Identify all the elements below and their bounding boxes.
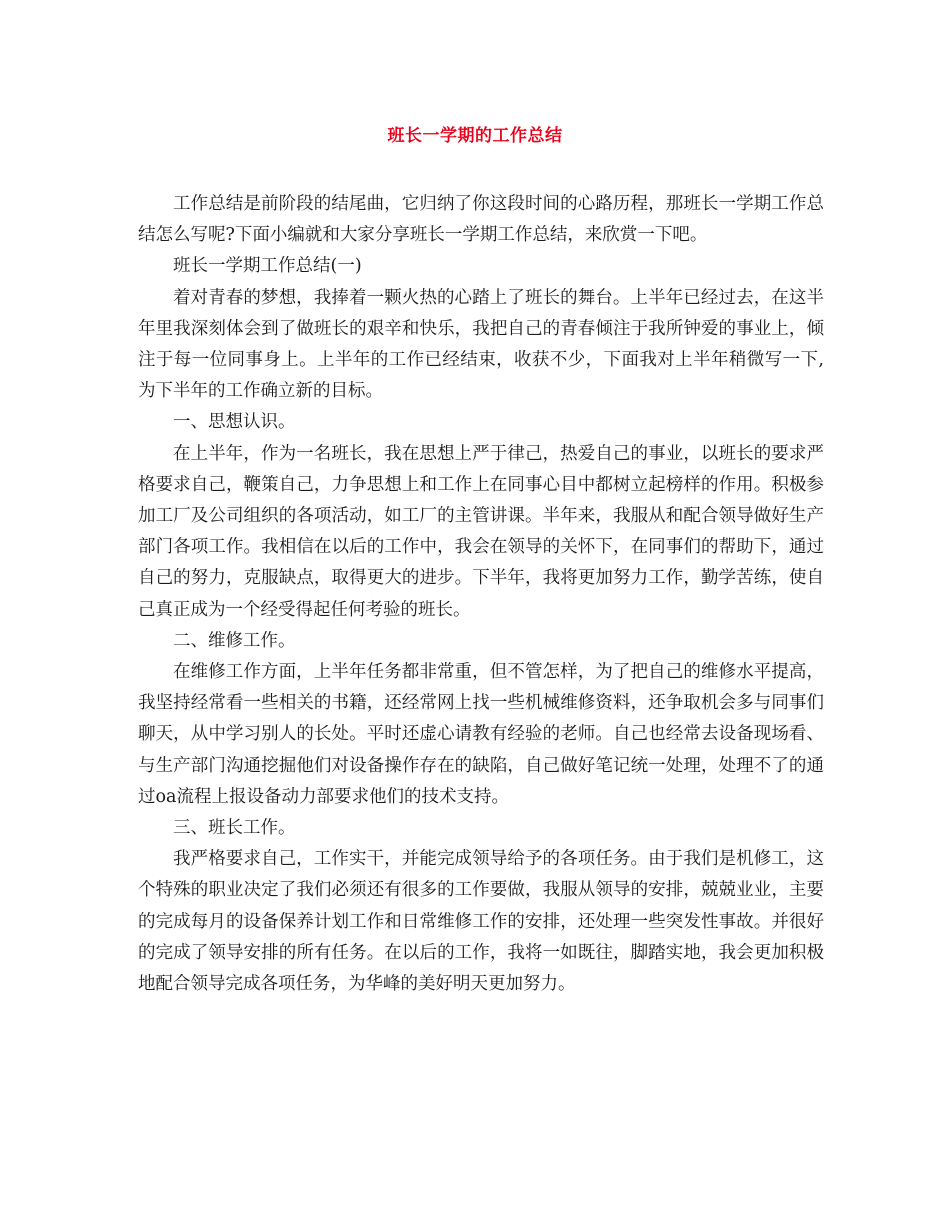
- section-heading-maintenance: 二、维修工作。: [173, 630, 296, 651]
- paragraph-maintenance: 在维修工作方面，上半年任务都非常重，但不管怎样，为了把自己的维修水平提高，我坚持经常看一些相关的书籍，还经常网上找一些机械维修资料，还争取机会多与同事们聊天，从中学习别人的长处。平时还虚心请教有经验的老师。自己也经常去设备现场看、与生产部门沟通挖掘他们对设备操作存在的缺陷，自己做好笔记统一处理，处理不了的通过oa流程上报设备动力部要求他们的技术支持。: [138, 662, 824, 807]
- section-heading-monitor-work: 三、班长工作。: [173, 818, 296, 839]
- paragraph-opening: 着对青春的梦想，我捧着一颗火热的心踏上了班长的舞台。上半年已经过去，在这半年里我深刻体会到了做班长的艰辛和快乐，我把自己的青春倾注于我所钟爱的事业上，倾注于每一位同事身上。上半年的工作已经结束，收获不少，下面我对上半年稍微写一下,为下半年的工作确立新的目标。: [138, 287, 824, 402]
- paragraph-intro: 工作总结是前阶段的结尾曲，它归纳了你这段时间的心路历程，那班长一学期工作总结怎么写呢?下面小编就和大家分享班长一学期工作总结，来欣赏一下吧。: [138, 194, 824, 246]
- document-body: [138, 189, 824, 1000]
- section-heading-summary-one: 班长一学期工作总结(一): [173, 256, 362, 277]
- section-heading-thinking: 一、思想认识。: [173, 412, 296, 433]
- paragraph-thinking: 在上半年，作为一名班长，我在思想上严于律己，热爱自己的事业，以班长的要求严格要求自己，鞭策自己，力争思想上和工作上在同事心目中都树立起榜样的作用。积极参加工厂及公司组织的各项活动，如工厂的主管讲课。半年来，我服从和配合领导做好生产部门各项工作。我相信在以后的工作中，我会在领导的关怀下，在同事们的帮助下，通过自己的努力，克服缺点，取得更大的进步。下半年，我将更加努力工作，勤学苦练，使自己真正成为一个经受得起任何考验的班长。: [138, 443, 824, 620]
- document-title: 班长一学期的工作总结: [387, 126, 563, 146]
- paragraph-monitor-work: 我严格要求自己，工作实干，并能完成领导给予的各项任务。由于我们是机修工，这个特殊的职业决定了我们必须还有很多的工作要做，我服从领导的安排，兢兢业业，主要的完成每月的设备保养计划工作和日常维修工作的安排，还处理一些突发性事故。并很好的完成了领导安排的所有任务。在以后的工作，我将一如既往，脚踏实地，我会更加积极地配合领导完成各项任务，为华峰的美好明天更加努力。: [138, 849, 824, 995]
